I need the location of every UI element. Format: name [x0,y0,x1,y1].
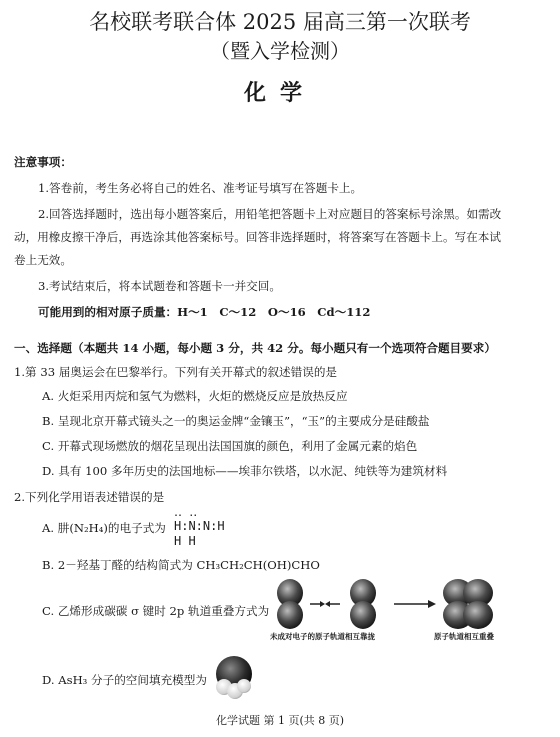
p-orbital-right-icon [350,579,376,629]
question-2-option-b: B. 2－羟基丁醛的结构简式为 CH₃CH₂CH(OH)CHO [42,558,320,572]
notes-item-2-line-3: 卷上无效。 [14,253,72,267]
figure-caption-approach: 未成对电子的原子轨道相互靠拢 [270,632,375,641]
p-orbital-left-icon [277,579,303,629]
forward-arrow-icon [394,600,436,608]
subject-title: 化学 [243,80,316,106]
lewis-hydrogens: H H [174,534,196,548]
atomic-masses: 可能用到的相对原子质量：H～1 C～12 O～16 Cd～112 [38,305,371,319]
question-2-stem: 2.下列化学用语表述错误的是 [14,490,165,504]
exam-subtitle: （暨入学检测） [210,39,350,63]
ash3-space-filling-model-icon [210,654,256,700]
question-2-option-d: D. AsH₃ 分子的空间填充模型为 [42,673,207,687]
question-2-option-c: C. 乙烯形成碳碳 σ 键时 2p 轨道重叠方式为 [42,604,270,618]
notes-heading: 注意事项： [14,155,72,169]
question-1-option-a: A. 火炬采用丙烷和氢气为燃料，火炬的燃烧反应是放热反应 [42,389,348,403]
page-footer: 化学试题 第 1 页(共 8 页) [215,714,345,727]
question-2-option-a: A. 肼(N₂H₄)的电子式为 [42,521,166,535]
hydrazine-electron-formula [174,506,264,550]
lewis-lone-pairs: ‥ ‥ [174,505,198,519]
notes-item-1: 1.答卷前，考生务必将自己的姓名、准考证号填写在答题卡上。 [38,181,363,195]
figure-caption-overlap: 原子轨道相互重叠 [434,632,494,641]
notes-item-3: 3.考试结束后，将本试题卷和答题卡一并交回。 [38,279,281,293]
question-1-option-c: C. 开幕式现场燃放的烟花呈现出法国国旗的颜色，利用了金属元素的焰色 [42,439,418,453]
question-1-stem: 1.第 33 届奥运会在巴黎举行。下列有关开幕式的叙述错误的是 [14,365,338,379]
section-heading: 一、选择题（本题共 14 小题，每小题 3 分，共 42 分。每小题只有一个选项符合题目要求） [14,341,496,355]
exam-title: 名校联考联合体 2025 届高三第一次联考 [89,10,471,34]
question-1-option-b: B. 呈现北京开幕式镜头之一的奥运金牌“金镶玉”，“玉”的主要成分是硅酸盐 [42,414,430,428]
approach-arrows-icon [310,601,340,607]
question-1-option-d: D. 具有 100 多年历史的法国地标——埃菲尔铁塔，以水泥、纯铁等为建筑材料 [42,464,448,478]
notes-item-2-line-1: 2.回答选择题时，选出每小题答案后，用铅笔把答题卡上对应题目的答案标号涂黑。如需改 [38,207,502,221]
lewis-main-line: H:N:N:H [174,519,225,533]
notes-item-2-line-2: 动，用橡皮擦干净后，再选涂其他答案标号。回答非选择题时，将答案写在答题卡上。写在本试 [14,230,501,244]
overlapping-orbitals-icon [443,579,493,629]
